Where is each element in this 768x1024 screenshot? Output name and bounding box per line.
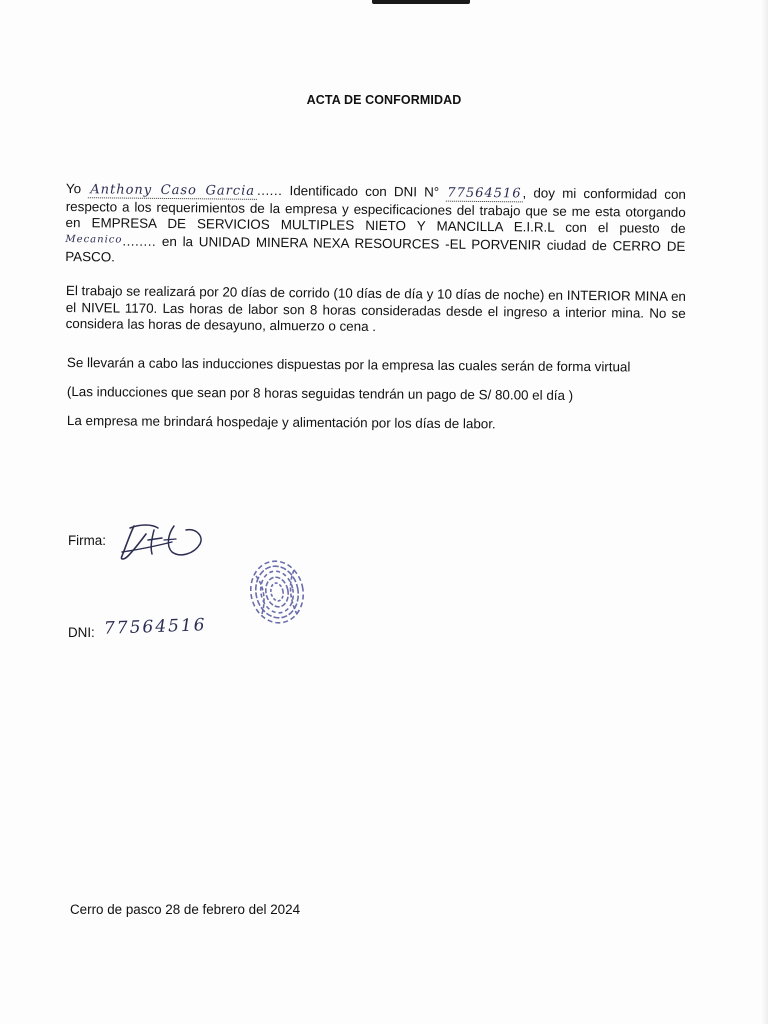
handwritten-name: Anthony Caso Garcia	[88, 182, 257, 200]
intro-paragraph	[65, 181, 686, 271]
dni-label: DNI:	[68, 625, 95, 640]
name-dots: ......	[256, 182, 283, 199]
hospedaje-line: La empresa me brindará hospedaje y alimentación por los días de labor.	[66, 413, 496, 432]
handwritten-puesto: Mecanico	[65, 233, 123, 246]
signature-image	[116, 520, 208, 562]
scan-edge-mark	[372, 0, 470, 4]
fingerprint-image	[244, 556, 310, 628]
puesto-dots: ........	[122, 233, 157, 249]
inducciones-line: Se llevarán a cabo las inducciones dispuestas por la empresa las cuales serán de forma virtual	[66, 355, 631, 375]
intro-identificado: Identificado con DNI N°	[282, 183, 447, 200]
work-paragraph: El trabajo se realizará por 20 días de corrido (10 días de día y 10 días de noche) en INTERIOR MINA en el NIVEL 1170. Las horas de labor son 8 horas consideradas desde el ingreso a interior mina. No se considera las horas de desayuno, almuerzo o cena .	[65, 283, 686, 334]
intro-unidad: en la UNIDAD MINERA NEXA RESOURCES -EL PORVENIR ciudad de CERRO DE PASCO.	[65, 233, 686, 265]
handwritten-dni: 77564516	[447, 185, 522, 202]
dni-signature-value: 77564516	[103, 615, 207, 639]
paper-edge-shadow	[760, 0, 768, 1024]
document-title: ACTA DE CONFORMIDAD	[306, 93, 462, 107]
pago-line: (Las inducciones que sean por 8 horas seguidas tendrán un pago de S/ 80.00 el día )	[66, 384, 574, 403]
intro-conformidad: , doy mi conformidad con respecto a los requerimientos de la empresa y especificaciones del trabajo que se me esta otorgando en EMPRESA DE SERVICIOS MULTIPLES NIETO Y MANCILLA E.I.R.L con el puesto de	[65, 185, 686, 236]
firma-label: Firma:	[68, 533, 106, 548]
intro-yo: Yo	[65, 181, 82, 197]
fecha-line: Cerro de pasco 28 de febrero del 2024	[70, 902, 301, 917]
